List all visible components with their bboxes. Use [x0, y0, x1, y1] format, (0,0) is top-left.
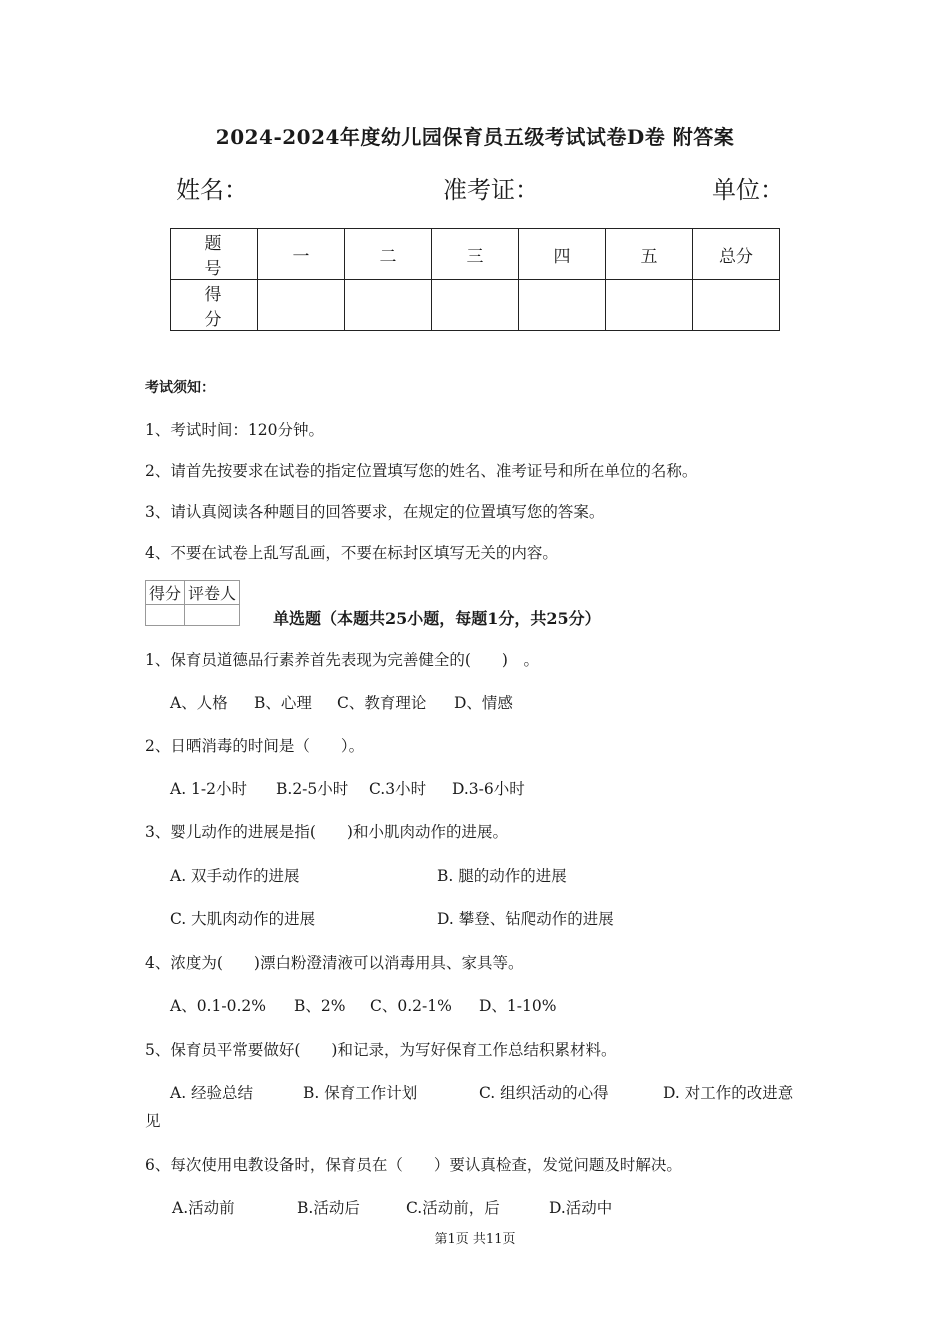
score-table-header-cell: 四	[519, 229, 606, 280]
score-table	[170, 228, 780, 331]
option: C、0.2-1%	[370, 997, 452, 1015]
exam-id-field-label: 准考证：	[443, 176, 539, 204]
grader-reviewer-cell[interactable]	[185, 605, 240, 626]
option: C.活动前，后	[406, 1199, 500, 1217]
score-table-score-row	[171, 280, 780, 331]
notice-item: 4、不要在试卷上乱写乱画，不要在标封区填写无关的内容。	[145, 544, 558, 562]
grader-score-label: 得分	[146, 581, 185, 605]
option: B.2-5小时	[276, 780, 349, 798]
grader-box	[145, 580, 240, 626]
name-field-label: 姓名：	[176, 176, 248, 204]
option: B、2%	[294, 997, 346, 1015]
option: C. 组织活动的心得	[479, 1084, 609, 1102]
option: A.活动前	[172, 1199, 235, 1217]
option: D、情感	[454, 694, 513, 712]
option: B. 腿的动作的进展	[437, 867, 567, 885]
option: B、心理	[254, 694, 312, 712]
score-table-row-label: 得 分	[171, 280, 258, 331]
page-footer: 第1页 共11页	[434, 1232, 516, 1247]
question-text: 6、每次使用电教设备时，保育员在（ ）要认真检查，发觉问题及时解决。	[145, 1156, 682, 1174]
option: A、0.1-0.2%	[170, 997, 266, 1015]
option: A. 经验总结	[170, 1084, 254, 1102]
option: D. 攀登、钻爬动作的进展	[437, 910, 614, 928]
page-title: 2024-2024年度幼儿园保育员五级考试试卷D卷 附答案	[215, 125, 735, 149]
option: A. 1-2小时	[170, 780, 248, 798]
option: A、人格	[170, 694, 228, 712]
option: C.3小时	[369, 780, 427, 798]
question-text: 5、保育员平常要做好( )和记录，为写好保育工作总结积累材料。	[145, 1041, 617, 1059]
score-table-header-cell: 二	[345, 229, 432, 280]
question-text: 4、浓度为( )漂白粉澄清液可以消毒用具、家具等。	[145, 954, 524, 972]
question-text: 3、婴儿动作的进展是指( )和小肌肉动作的进展。	[145, 823, 508, 841]
option: C. 大肌肉动作的进展	[170, 910, 316, 928]
option: C、教育理论	[337, 694, 427, 712]
option: B.活动后	[297, 1199, 360, 1217]
notice-item: 3、请认真阅读各种题目的回答要求，在规定的位置填写您的答案。	[145, 503, 605, 521]
grader-score-cell[interactable]	[146, 605, 185, 626]
score-cell[interactable]	[345, 280, 432, 331]
score-cell[interactable]	[258, 280, 345, 331]
score-table-header-cell: 五	[606, 229, 693, 280]
option: D. 对工作的改进意	[663, 1084, 794, 1102]
score-cell[interactable]	[519, 280, 606, 331]
option: D、1-10%	[479, 997, 557, 1015]
score-table-header-cell: 三	[432, 229, 519, 280]
option: D.3-6小时	[452, 780, 525, 798]
question-text: 2、日晒消毒的时间是（ ）。	[145, 737, 365, 755]
score-table-header-cell: 题 号	[171, 229, 258, 280]
option: B. 保育工作计划	[303, 1084, 418, 1102]
notice-item: 1、考试时间：120分钟。	[145, 421, 324, 439]
option: D.活动中	[549, 1199, 613, 1217]
notice-item: 2、请首先按要求在试卷的指定位置填写您的姓名、准考证号和所在单位的名称。	[145, 462, 698, 480]
unit-field-label: 单位：	[712, 176, 784, 204]
score-table-header-cell: 总分	[693, 229, 780, 280]
option-wrap-text: 见	[145, 1112, 161, 1130]
score-cell[interactable]	[693, 280, 780, 331]
score-cell[interactable]	[606, 280, 693, 331]
question-text: 1、保育员道德品行素养首先表现为完善健全的( ) 。	[145, 651, 539, 669]
score-table-header-cell: 一	[258, 229, 345, 280]
section-title: 单选题（本题共25小题，每题1分，共25分）	[273, 609, 601, 628]
option: A. 双手动作的进展	[170, 867, 300, 885]
notice-heading: 考试须知：	[145, 380, 215, 396]
grader-reviewer-label: 评卷人	[185, 581, 240, 605]
score-table-header-row	[171, 229, 780, 280]
score-cell[interactable]	[432, 280, 519, 331]
